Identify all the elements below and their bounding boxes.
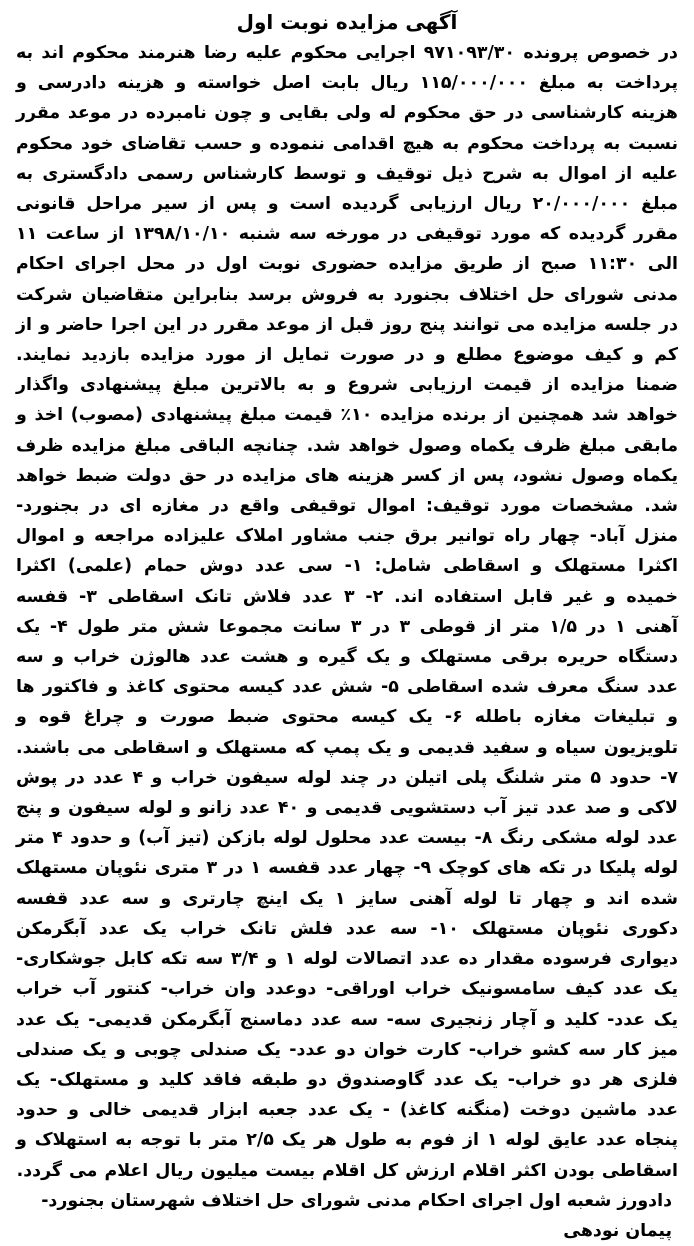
notice-body: در خصوص پرونده ۹۷۱۰۹۳/۳۰ اجرایی محکوم علیه رضا هنرمند محکوم اند به پرداخت به مبلغ ۱۱۵/۰۰۰/۰۰۰ ریال بابت اصل خواسته و هزینه دادرسی و هزینه کارشناسی در حق محکوم له ولی بقایی و چون نامبرده در موعد مقرر نسبت به پرداخت محکوم به هیچ اقدامی ننموده و حسب تقاضای خود محکوم علیه از اموال به شرح ذیل توقیف و توسط کارشناس رسمی دادگستری به مبلغ ۲۰/۰۰۰/۰۰۰ ریال ارزیابی گردیده است و پس از سیر مراحل قانونی مقرر گردیده که مورد توقیفی در مورخه سه شنبه ۱۳۹۸/۱۰/۱۰ از ساعت ۱۱ الی ۱۱:۳۰ صبح از طریق مزایده حضوری نوبت اول در محل اجرای احکام مدنی شورای حل اختلاف بجنورد به فروش برسد بنابراین متقاضیان شرکت در جلسه مزایده می توانند پنج روز قبل از موعد مقرر در این اجرا حاضر و از کم و کیف موضوع مطلع و در صورت تمایل از مورد مزایده بازدید نمایند. ضمنا مزایده از قیمت ارزیابی شروع و به بالاترین مبلغ پیشنهادی واگذار خواهد شد همچنین از برنده مزایده ۱۰٪ قیمت مبلغ پیشنهادی (مصوب) اخذ و مابقی مبلغ ظرف یکماه وصول خواهد شد. چنانچه الباقی مبلغ مزایده ظرف یکماه وصول نشود، پس از کسر هزینه های مزایده در حق دولت ضبط خواهد شد. مشخصات مورد توقیف: اموال توقیفی واقع در مغازه ای در بجنورد- منزل آباد- چهار راه توانیر برق جنب مشاور املاک علیزاده مراجعه و اموال اکثرا مستهلک و اسقاطی شامل: ۱- سی عدد دوش حمام (علمی) اکثرا خمیده و غیر قابل استفاده اند. ۲- ۳ عدد فلاش تانک اسقاطی ۳- قفسه آهنی ۱ در ۱/۵ متر از قوطی ۳ در ۳ سانت مجموعا شش متر طول ۴- یک دستگاه حریره برقی مستهلک و یک گیره و هشت عدد هالوژن خراب و سه عدد سنگ معرف شده اسقاطی ۵- شش عدد کیسه محتوی کاغذ و فاکتور ها و تبلیغات مغازه باطله ۶- یک کیسه محتوی ضبط صورت و چراغ قوه و تلویزیون سیاه و سفید قدیمی و یک پمپ که مستهلک و اسقاطی می باشند. ۷- حدود ۵ متر شلنگ پلی اتیلن در چند لوله سیفون خراب و ۴ عدد در پوش لاکی و صد عدد تیز آب دستشویی قدیمی و ۴۰ عدد زانو و لوله سیفون و پنج عدد لوله مشکی رنگ ۸- بیست عدد محلول لوله بازکن (تیز آب) و حدود ۴ متر لوله پلیکا در تکه های کوچک ۹- چهار عدد قفسه ۱ در ۳ متری نئوپان مستهلک شده اند و چهار تا لوله آهنی سایز ۱ یک اینچ چارتری و سه عدد قفسه دکوری نئوپان مستهلک ۱۰- سه عدد فلش تانک خراب یک عدد آبگرمکن دیواری فرسوده مقدار ده عدد اتصالات لوله ۱ و ۳/۴ سه تکه کابل جوشکاری- یک عدد کیف سامسونیک خراب اوراقی- دوعدد وان خراب- کنتور آب خراب یک عدد- کلید و آچار زنجیری سه- سه عدد دماسنج آبگرمکن قدیمی- یک عدد میز کار سه کشو خراب- کارت خوان دو عدد- یک صندلی چوبی و یک صندلی فلزی هر دو خراب- یک عدد گاوصندوق دو طبقه فاقد کلید و مستهلک- یک عدد ماشین دوخت (منگنه کاغذ) - یک عدد جعبه ابزار قدیمی خالی و حدود پنجاه عدد عایق لوله ۱ از فوم به طول هر یک ۲/۵ متر با توجه به استهلاک و اسقاطی بودن اکثر اقلام ارزش کل اقلام بیست میلیون ریال اعلام می گردد. — [16, 43, 679, 1181]
notice-signature: دادورز شعبه اول اجرای احکام مدنی شورای حل اختلاف شهرستان بجنورد- پیمان نودهی — [41, 1190, 672, 1241]
notice-title: آگهی مزایده نوبت اول — [236, 10, 458, 34]
